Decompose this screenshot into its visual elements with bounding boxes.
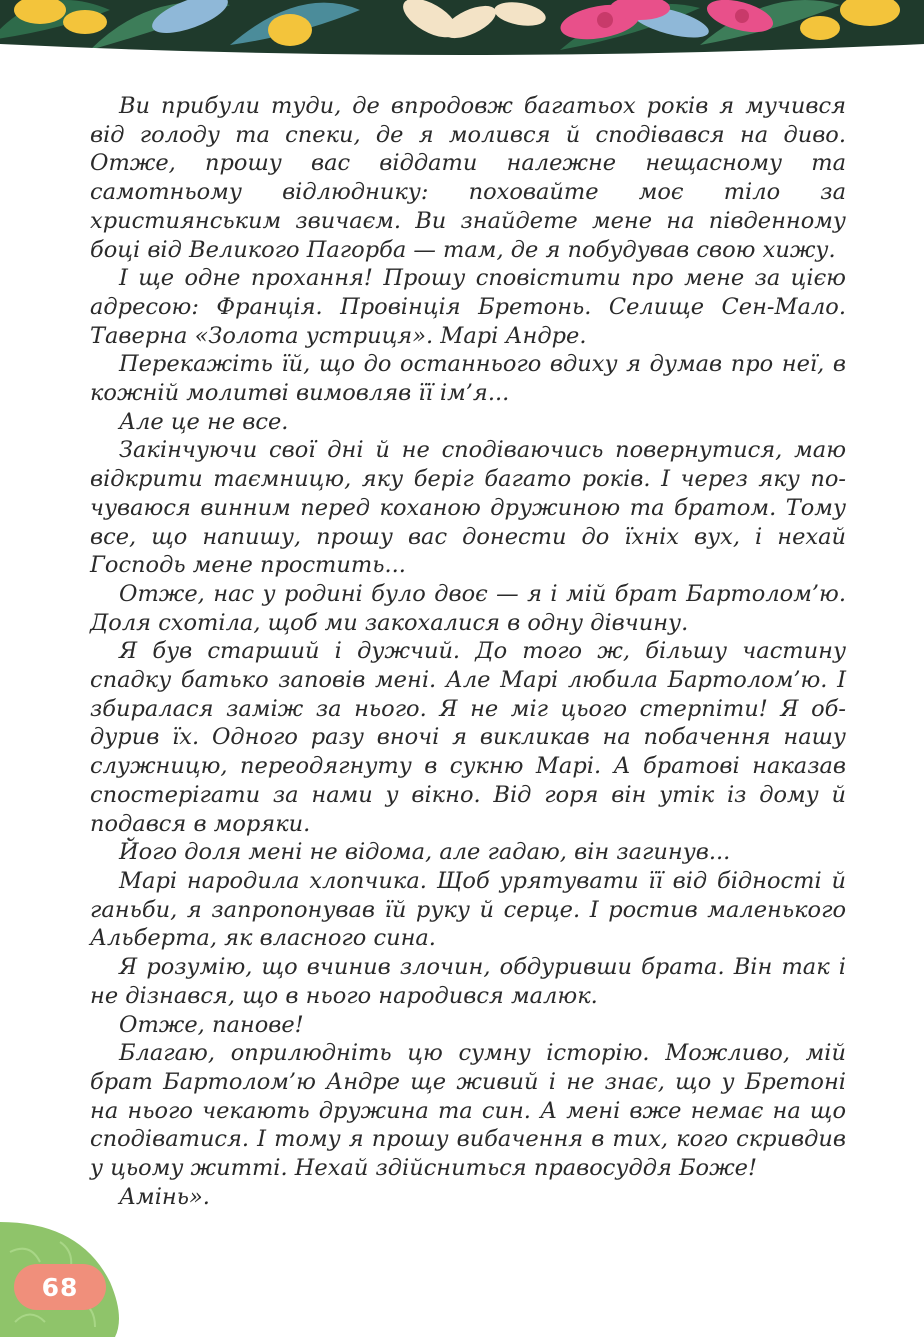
paragraph: Я розумію, що вчинив злочин, обдуривши брата. Він так і не дізнався, що в нього народився малюк. [90,954,846,1009]
paragraph: Марі народила хлопчика. Щоб урятувати її від бідності й ганьби, я запропонував їй руку й серце. І ростив маленького Альберта, як власного сина. [90,867,846,952]
paragraph: Благаю, оприлюдніть цю сумну історію. Можливо, мій брат Бартолом’ю Андре ще живий і не знає, що у Бретоні на нього чекають дружина та син. А мені вже немає на що сподіватися. І тому я прошу вибачення в тих, кого скривдив у цьому житті. Нехай здійсниться правосуддя Боже! [90,1040,846,1182]
paragraph: Закінчуючи свої дні й не сподіваючись повернутися, маю відкрити таємницю, яку беріг багато років. І через яку почуваюся винним перед коханою дружиною та братом. Тому все, що напишу, прошу вас донести до їхніх вух, і нехай Господь мене простить... [90,437,846,579]
paragraph: Перекажіть їй, що до останнього вдиху я думав про неї, в кожній молитві вимовляв її ім’я... [90,351,846,407]
paragraph: Ви прибули туди, де впродовж багатьох років я мучився від голоду та спеки, де я молився й сподівався на диво. Отже, прошу вас віддати належне нещасному та самотньому відлюднику: поховайте моє тіло за християнським звичаєм. Ви знайдете мене на південному боці від Великого Пагорба — там, де я побудував свою хижу. [90,93,846,263]
paragraph: Амінь». [119,1183,210,1210]
paragraph: Його доля мені не відома, але гадаю, він загинув... [119,839,731,866]
paragraph: Я був старший і дужчий. До того ж, більшу частину спадку батько заповів мені. Але Марі любила Бартолом’ю. І збиралася заміж за нього. Я не міг цього стерпіти! Я обдурив їх. Одного разу вночі я викликав на побачення нашу служницю, переодягнуту в сукню Марі. А братові наказав спостерігати за нами у вікно. Від горя він утік із дому й подався в моряки. [90,638,846,837]
paragraph: Отже, нас у родині було двоє — я і мій брат Бартолом’ю. Доля схотіла, щоб ми закохалися в одну дівчину. [90,580,846,636]
paragraph: І ще одне прохання! Прошу сповістити про мене за цією адресою: Франція. Провінція Бретонь. Селище Сен-Мало. Таверна «Золота устриця». Марі Андре. [90,265,846,349]
paragraph: Але це не все. [119,408,289,435]
page-number-badge [14,1264,106,1310]
page-number: 68 [41,1272,79,1302]
letter-text [90,92,846,1211]
paragraph: Отже, панове! [119,1011,304,1038]
floral-header-banner [0,0,924,62]
